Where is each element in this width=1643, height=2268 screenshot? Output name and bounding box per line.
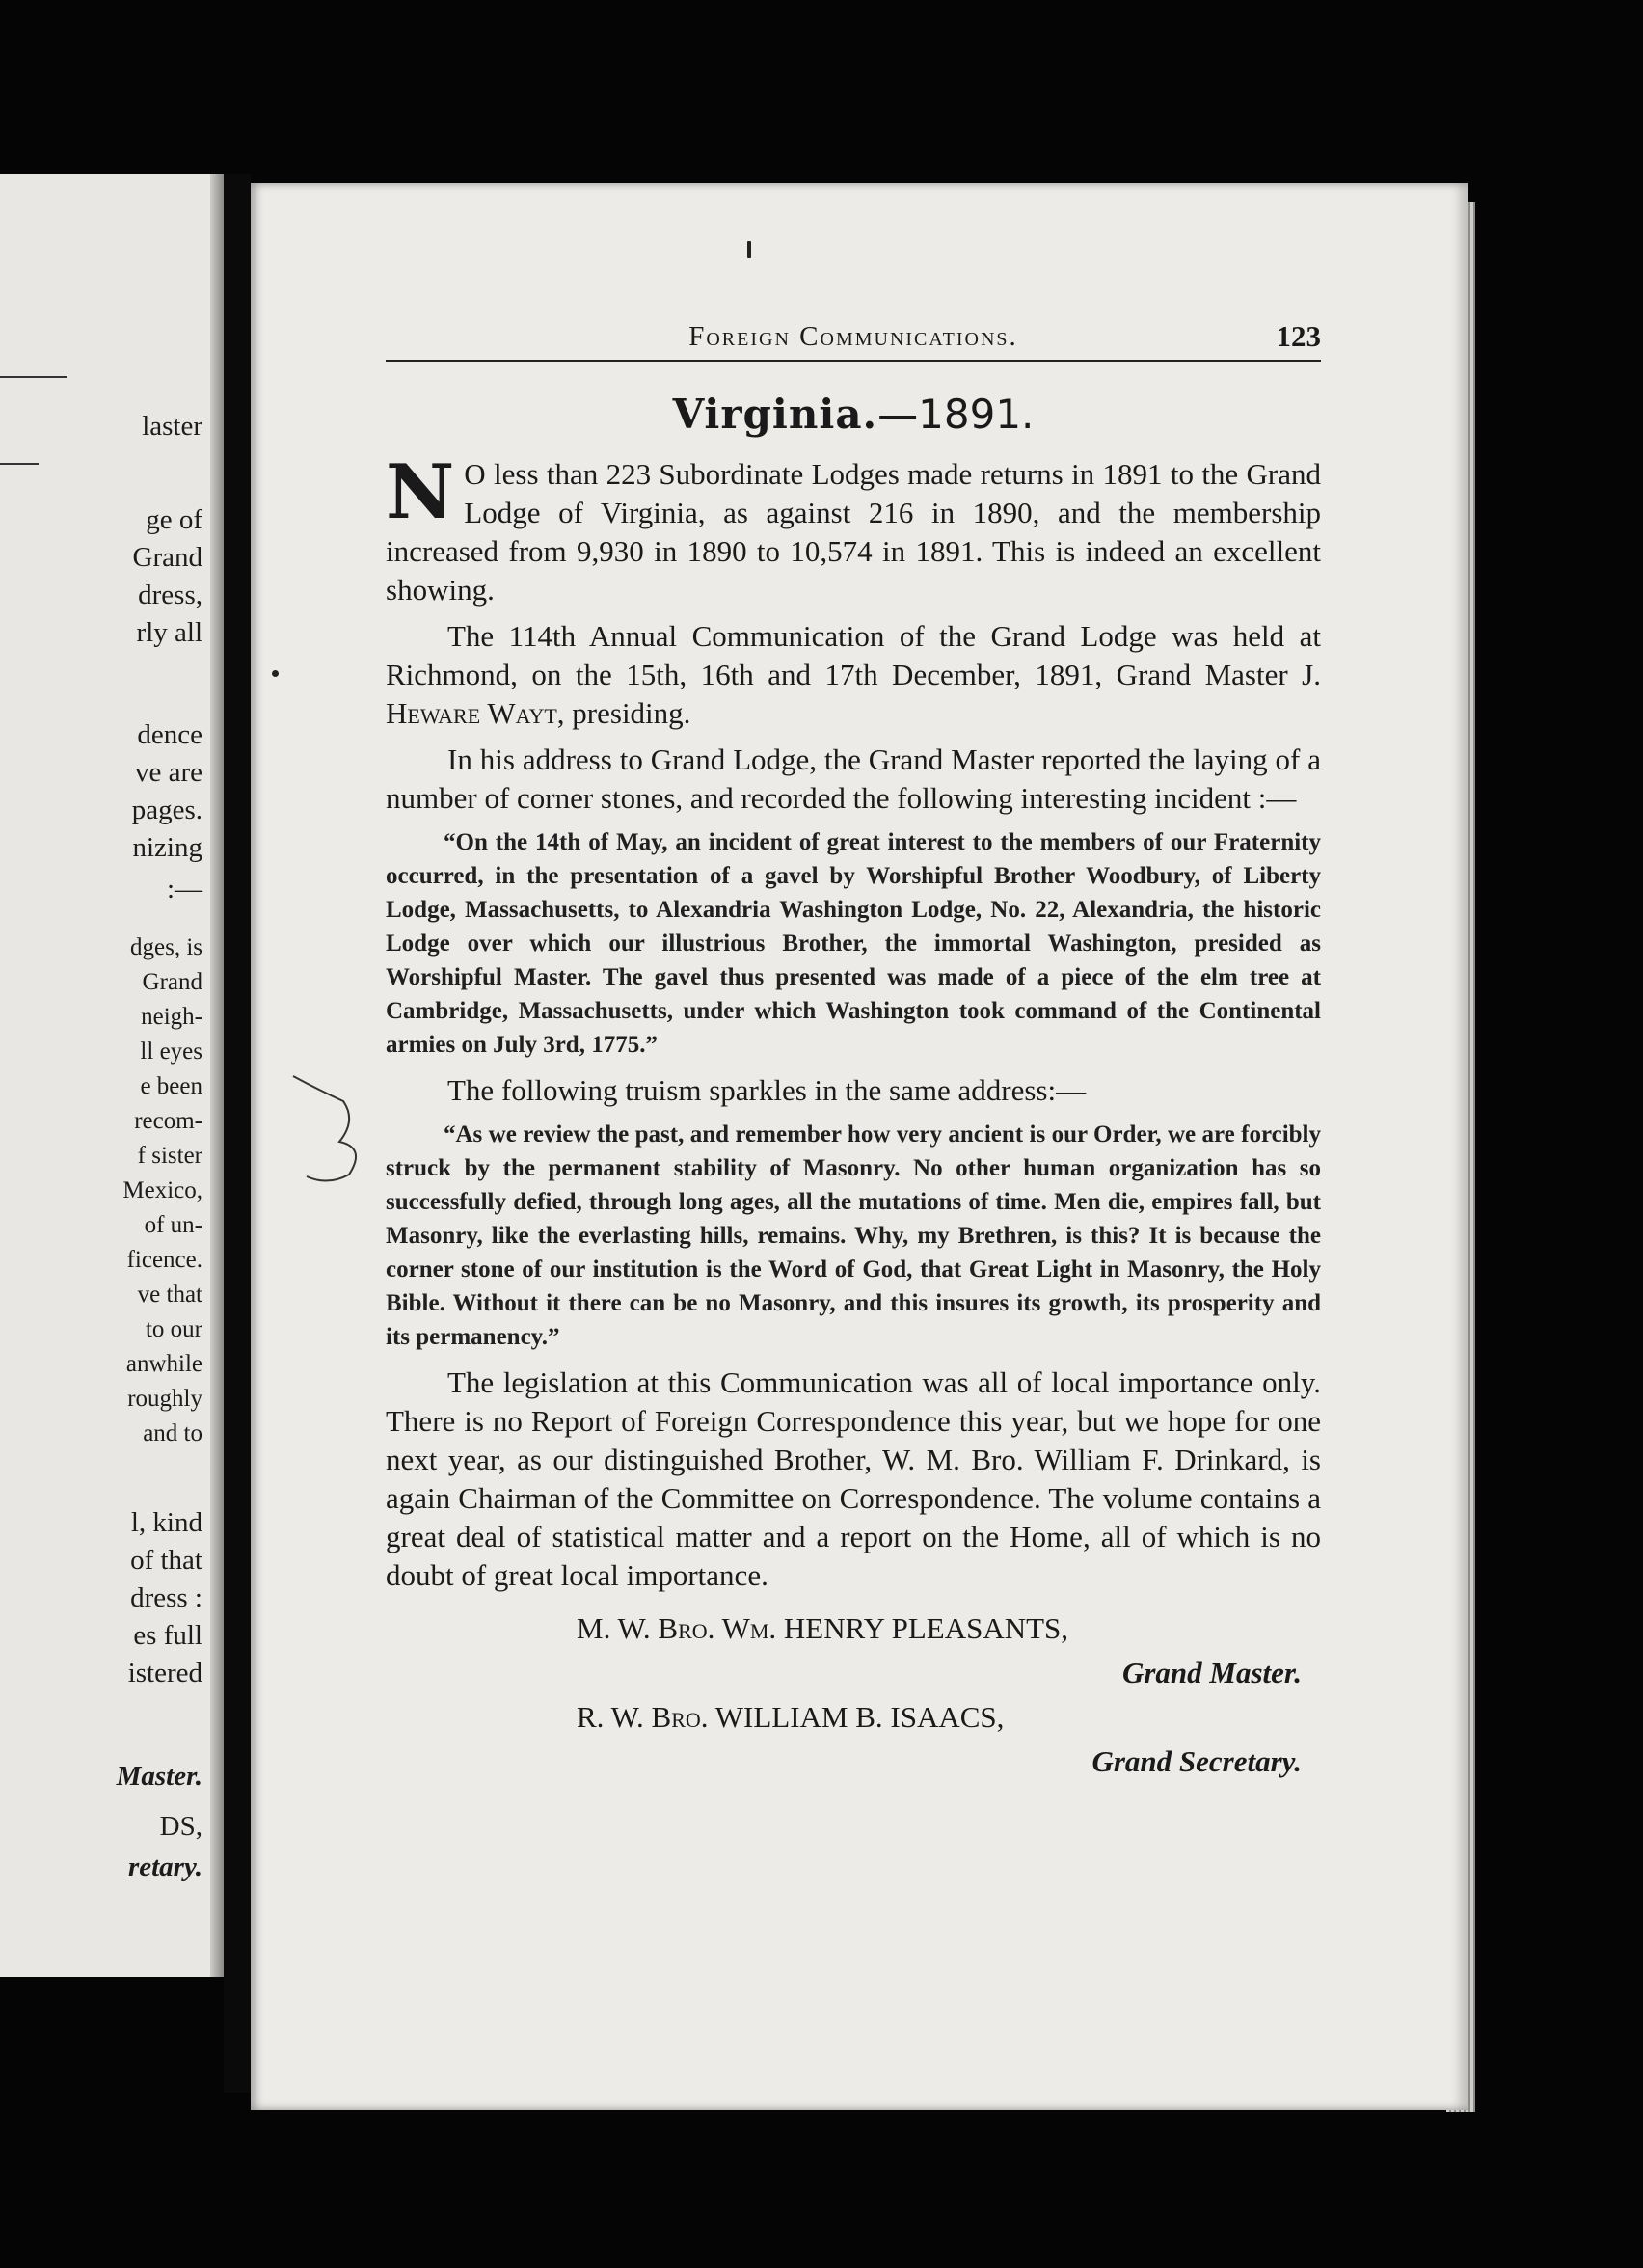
signature-prefix: M. W. Bro. Wm. (577, 1611, 777, 1646)
left-fragment: e been (140, 1073, 202, 1099)
left-fragment: recom- (134, 1108, 202, 1134)
left-fragment: laster (142, 411, 202, 442)
section-title-year: —1891. (877, 391, 1035, 438)
left-fragment: Master. (116, 1761, 202, 1792)
left-fragment: roughly (127, 1386, 202, 1412)
section-title-name: Virginia. (672, 391, 878, 438)
left-fragment: ve are (134, 757, 202, 788)
left-fragment: ficence. (126, 1247, 202, 1273)
left-fragment: to our (145, 1316, 202, 1342)
left-fragment: ge of (146, 504, 202, 535)
left-fragment: and to (143, 1420, 202, 1446)
left-fragment: ll eyes (140, 1039, 202, 1065)
signature-name: WILLIAM B. ISAACS, (714, 1700, 1005, 1735)
paragraph-5: The legislation at this Communication was all of local importance only. There is no Report of Foreign Correspondence this year, but we hope for one next year, as our distinguished Brother, W. M. Bro. William F. Drinkard, is again Chairman of the Committee on Correspondence. The volume contains a great deal of statistical matter and a report on the Home, all of which is no doubt of great local importance. (386, 1365, 1321, 1593)
paragraph-4: The following truism sparkles in the same address:— (447, 1073, 1087, 1108)
paragraph-1-text: O less than 223 Subordinate Lodges made returns in 1891 to the Grand Lodge of Virginia, as against 216 in 1890, and the membership increased from 9,930 in 1890 to 10,574 in 1891. This is indeed an excellent showing. (386, 457, 1321, 608)
left-fragment: of that (130, 1545, 202, 1576)
left-fragment: Mexico, (122, 1177, 202, 1203)
left-fragment: istered (127, 1658, 202, 1688)
previous-page-fragment (0, 174, 224, 1977)
signature-name: HENRY PLEASANTS, (783, 1611, 1069, 1646)
signature-role: Grand Master. (1121, 1656, 1302, 1690)
left-fragment: anwhile (125, 1351, 202, 1377)
left-fragment: dence (137, 719, 202, 750)
book-spine (224, 174, 251, 2092)
left-fragment: dress : (130, 1582, 202, 1613)
left-fragment: retary. (127, 1851, 202, 1882)
left-fragment: ve that (137, 1282, 202, 1308)
left-fragment: nizing (132, 832, 202, 863)
left-rule (0, 376, 67, 378)
left-rule (0, 463, 39, 465)
paragraph-2-text: The 114th Annual Communication of the Grand Lodge was held at Richmond, on the 15th, 16th and 17th December, 1891, Grand Master J. (386, 619, 1321, 692)
pencil-marks (251, 183, 1468, 2110)
left-fragment: pages. (131, 795, 202, 825)
paragraph-2-end: , presiding. (556, 696, 691, 731)
grand-master-name: Heware Wayt (386, 696, 557, 731)
left-fragment: of un- (144, 1212, 202, 1238)
left-fragment: :— (166, 874, 202, 904)
left-fragment: dress, (138, 580, 202, 610)
quotation-gavel: “On the 14th of May, an incident of great interest to the members of our Fraternity occurred, in the presentation of a gavel by Worshipful Brother Woodbury, of Liberty Lodge, Massachusetts, to Alexandria Washington Lodge, No. 22, Alexandria, the historic Lodge over which our illustrious Brother, the immortal Washington, presided as Worshipful Master. The gavel thus presented was made of a piece of the elm tree at Cambridge, Massachusetts, under which Washington took command of the Continental armies on July 3rd, 1775.” (386, 829, 1321, 1059)
signature-prefix: R. W. Bro. (577, 1700, 709, 1735)
left-fragment: Grand (142, 969, 202, 995)
left-fragment: DS, (159, 1811, 202, 1842)
running-title: Foreign Communications. (688, 321, 1018, 352)
left-fragment: es full (133, 1620, 202, 1651)
quotation-truism: “As we review the past, and remember how very ancient is our Order, we are forcibly struck by the permanent stability of Masonry. No other human organization has so successfully defied, through long ages, all the mutations of time. Men die, empires fall, but Masonry, like the everlasting hills, remains. Why, my Brethren, is this? It is because the corner stone of our institution is the Word of God, that Great Light in Masonry, the Holy Bible. Without it there can be no Masonry, and this insures its growth, its prosperity and its permanency.” (386, 1121, 1321, 1351)
margin-bracket-mark (293, 1076, 356, 1181)
left-fragment: rly all (136, 617, 202, 648)
left-fragment: f sister (137, 1143, 202, 1169)
book-page (251, 183, 1468, 2110)
page-number: 123 (1276, 319, 1321, 353)
left-fragment: neigh- (141, 1004, 202, 1030)
left-fragment: Grand (132, 542, 202, 573)
left-page-gutter (210, 174, 224, 1977)
left-fragment: dges, is (130, 934, 202, 960)
left-fragment: l, kind (130, 1507, 202, 1538)
signature-role: Grand Secretary. (1091, 1744, 1302, 1779)
drop-cap: N (386, 448, 455, 537)
paragraph-3: In his address to Grand Lodge, the Grand Master reported the laying of a number of corner stones, and recorded the following interesting incident :— (386, 742, 1321, 816)
